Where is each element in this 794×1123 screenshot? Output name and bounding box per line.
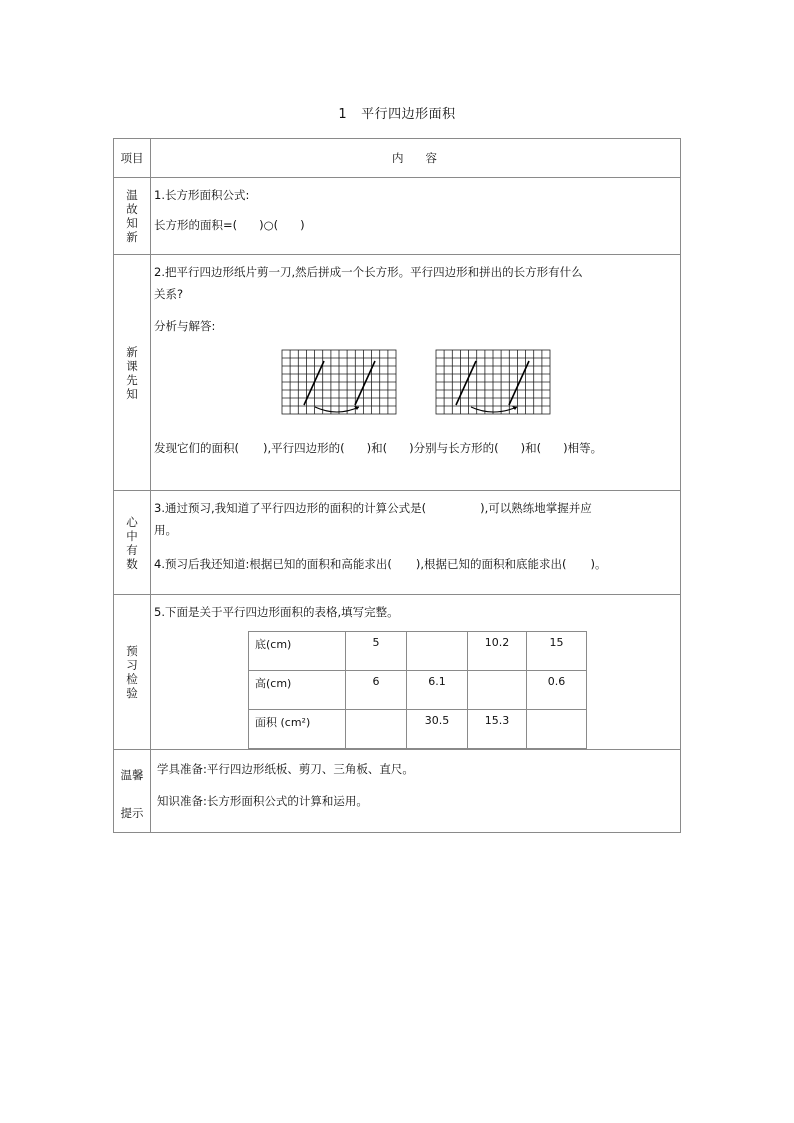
q1-title: 1.长方形面积公式: (154, 188, 250, 202)
label-char: 心 (126, 514, 138, 529)
title-number: 1 (338, 107, 348, 122)
table-cell: 30.5 (407, 710, 468, 749)
newlesson-content (151, 255, 681, 491)
grid-figure-left (281, 349, 397, 415)
review-content (151, 178, 681, 255)
q3-line-end: 用。 (154, 523, 177, 537)
label-char: 新 (126, 344, 138, 359)
table-cell: 面积 (cm²) (249, 710, 346, 749)
label-char: 知 (126, 386, 138, 401)
label-char: 故 (126, 202, 138, 216)
mind-content (151, 491, 681, 595)
label-char: 习 (126, 658, 138, 672)
tips-knowledge: 知识准备:长方形面积公式的计算和运用。 (157, 794, 368, 808)
q2-line2: 关系? (154, 287, 184, 301)
row-label-mind (114, 491, 151, 595)
header-content-1: 内 (392, 151, 406, 165)
table-row (249, 671, 587, 710)
finding-part: )分别与长方形的( (409, 441, 499, 455)
q1-formula-part: 长方形的面积=( (154, 218, 238, 232)
table-cell: 0.6 (527, 671, 587, 710)
q1-formula-part: )○( (259, 218, 279, 232)
table-cell[interactable] (468, 671, 527, 710)
q4-part: )。 (590, 557, 607, 571)
label-char: 先 (126, 372, 138, 387)
label-char: 预 (126, 644, 138, 658)
row-label-tips (114, 750, 151, 833)
table-cell: 6.1 (407, 671, 468, 710)
q3-part: ),可以熟练地掌握并应 (480, 501, 592, 515)
finding-part: ),平行四边形的( (263, 441, 345, 455)
header-item: 项目 (114, 139, 151, 178)
table-cell: 底(cm) (249, 632, 346, 671)
q3-line (154, 497, 677, 519)
tips-label-bottom: 提示 (120, 806, 144, 820)
check-content (151, 595, 681, 750)
q4-part: 4.预习后我还知道:根据已知的面积和高能求出( (154, 557, 392, 571)
q1-formula (154, 214, 677, 236)
table-cell[interactable] (407, 632, 468, 671)
title-text: 平行四边形面积 (361, 107, 456, 122)
q3-part: 3.通过预习,我知道了平行四边形的面积的计算公式是( (154, 501, 427, 515)
preview-table (248, 631, 587, 749)
tips-label-top: 温馨 (120, 768, 144, 782)
q4-line (154, 553, 677, 575)
q1-formula-part: ) (300, 218, 305, 232)
page-title (0, 103, 794, 122)
grid-figures (154, 349, 677, 435)
label-char: 温 (126, 188, 138, 202)
grid-figure-right (435, 349, 551, 415)
finding-part: )和( (366, 441, 388, 455)
table-cell: 6 (346, 671, 407, 710)
q2-line1: 2.把平行四边形纸片剪一刀,然后拼成一个长方形。平行四边形和拼出的长方形有什么 (154, 265, 583, 279)
row-label-check (114, 595, 151, 750)
table-cell[interactable] (346, 710, 407, 749)
finding-part: )相等。 (563, 441, 603, 455)
table-row (249, 632, 587, 671)
label-char: 知 (126, 216, 138, 230)
table-cell: 高(cm) (249, 671, 346, 710)
finding-part: )和( (520, 441, 542, 455)
worksheet-table (113, 138, 681, 833)
header-content (151, 139, 681, 178)
label-char: 中 (126, 528, 138, 543)
q4-part: ),根据已知的面积和底能求出( (415, 557, 567, 571)
row-label-newlesson (114, 255, 151, 491)
label-char: 验 (126, 686, 138, 700)
table-cell: 5 (346, 632, 407, 671)
label-char: 新 (126, 230, 138, 244)
table-cell: 15.3 (468, 710, 527, 749)
label-char: 数 (126, 556, 138, 571)
tips-content (151, 750, 681, 833)
analysis-label: 分析与解答: (154, 319, 216, 333)
row-label-review (114, 178, 151, 255)
tips-tools: 学具准备:平行四边形纸板、剪刀、三角板、直尺。 (157, 762, 414, 776)
table-cell: 15 (527, 632, 587, 671)
label-char: 检 (126, 672, 138, 686)
finding-line (154, 437, 677, 459)
label-char: 有 (126, 542, 138, 557)
finding-part: 发现它们的面积( (154, 441, 239, 455)
label-char: 课 (126, 358, 138, 373)
header-content-2: 容 (425, 151, 439, 165)
table-cell: 10.2 (468, 632, 527, 671)
table-cell[interactable] (527, 710, 587, 749)
q5-text: 5.下面是关于平行四边形面积的表格,填写完整。 (154, 605, 399, 619)
table-row (249, 710, 587, 749)
